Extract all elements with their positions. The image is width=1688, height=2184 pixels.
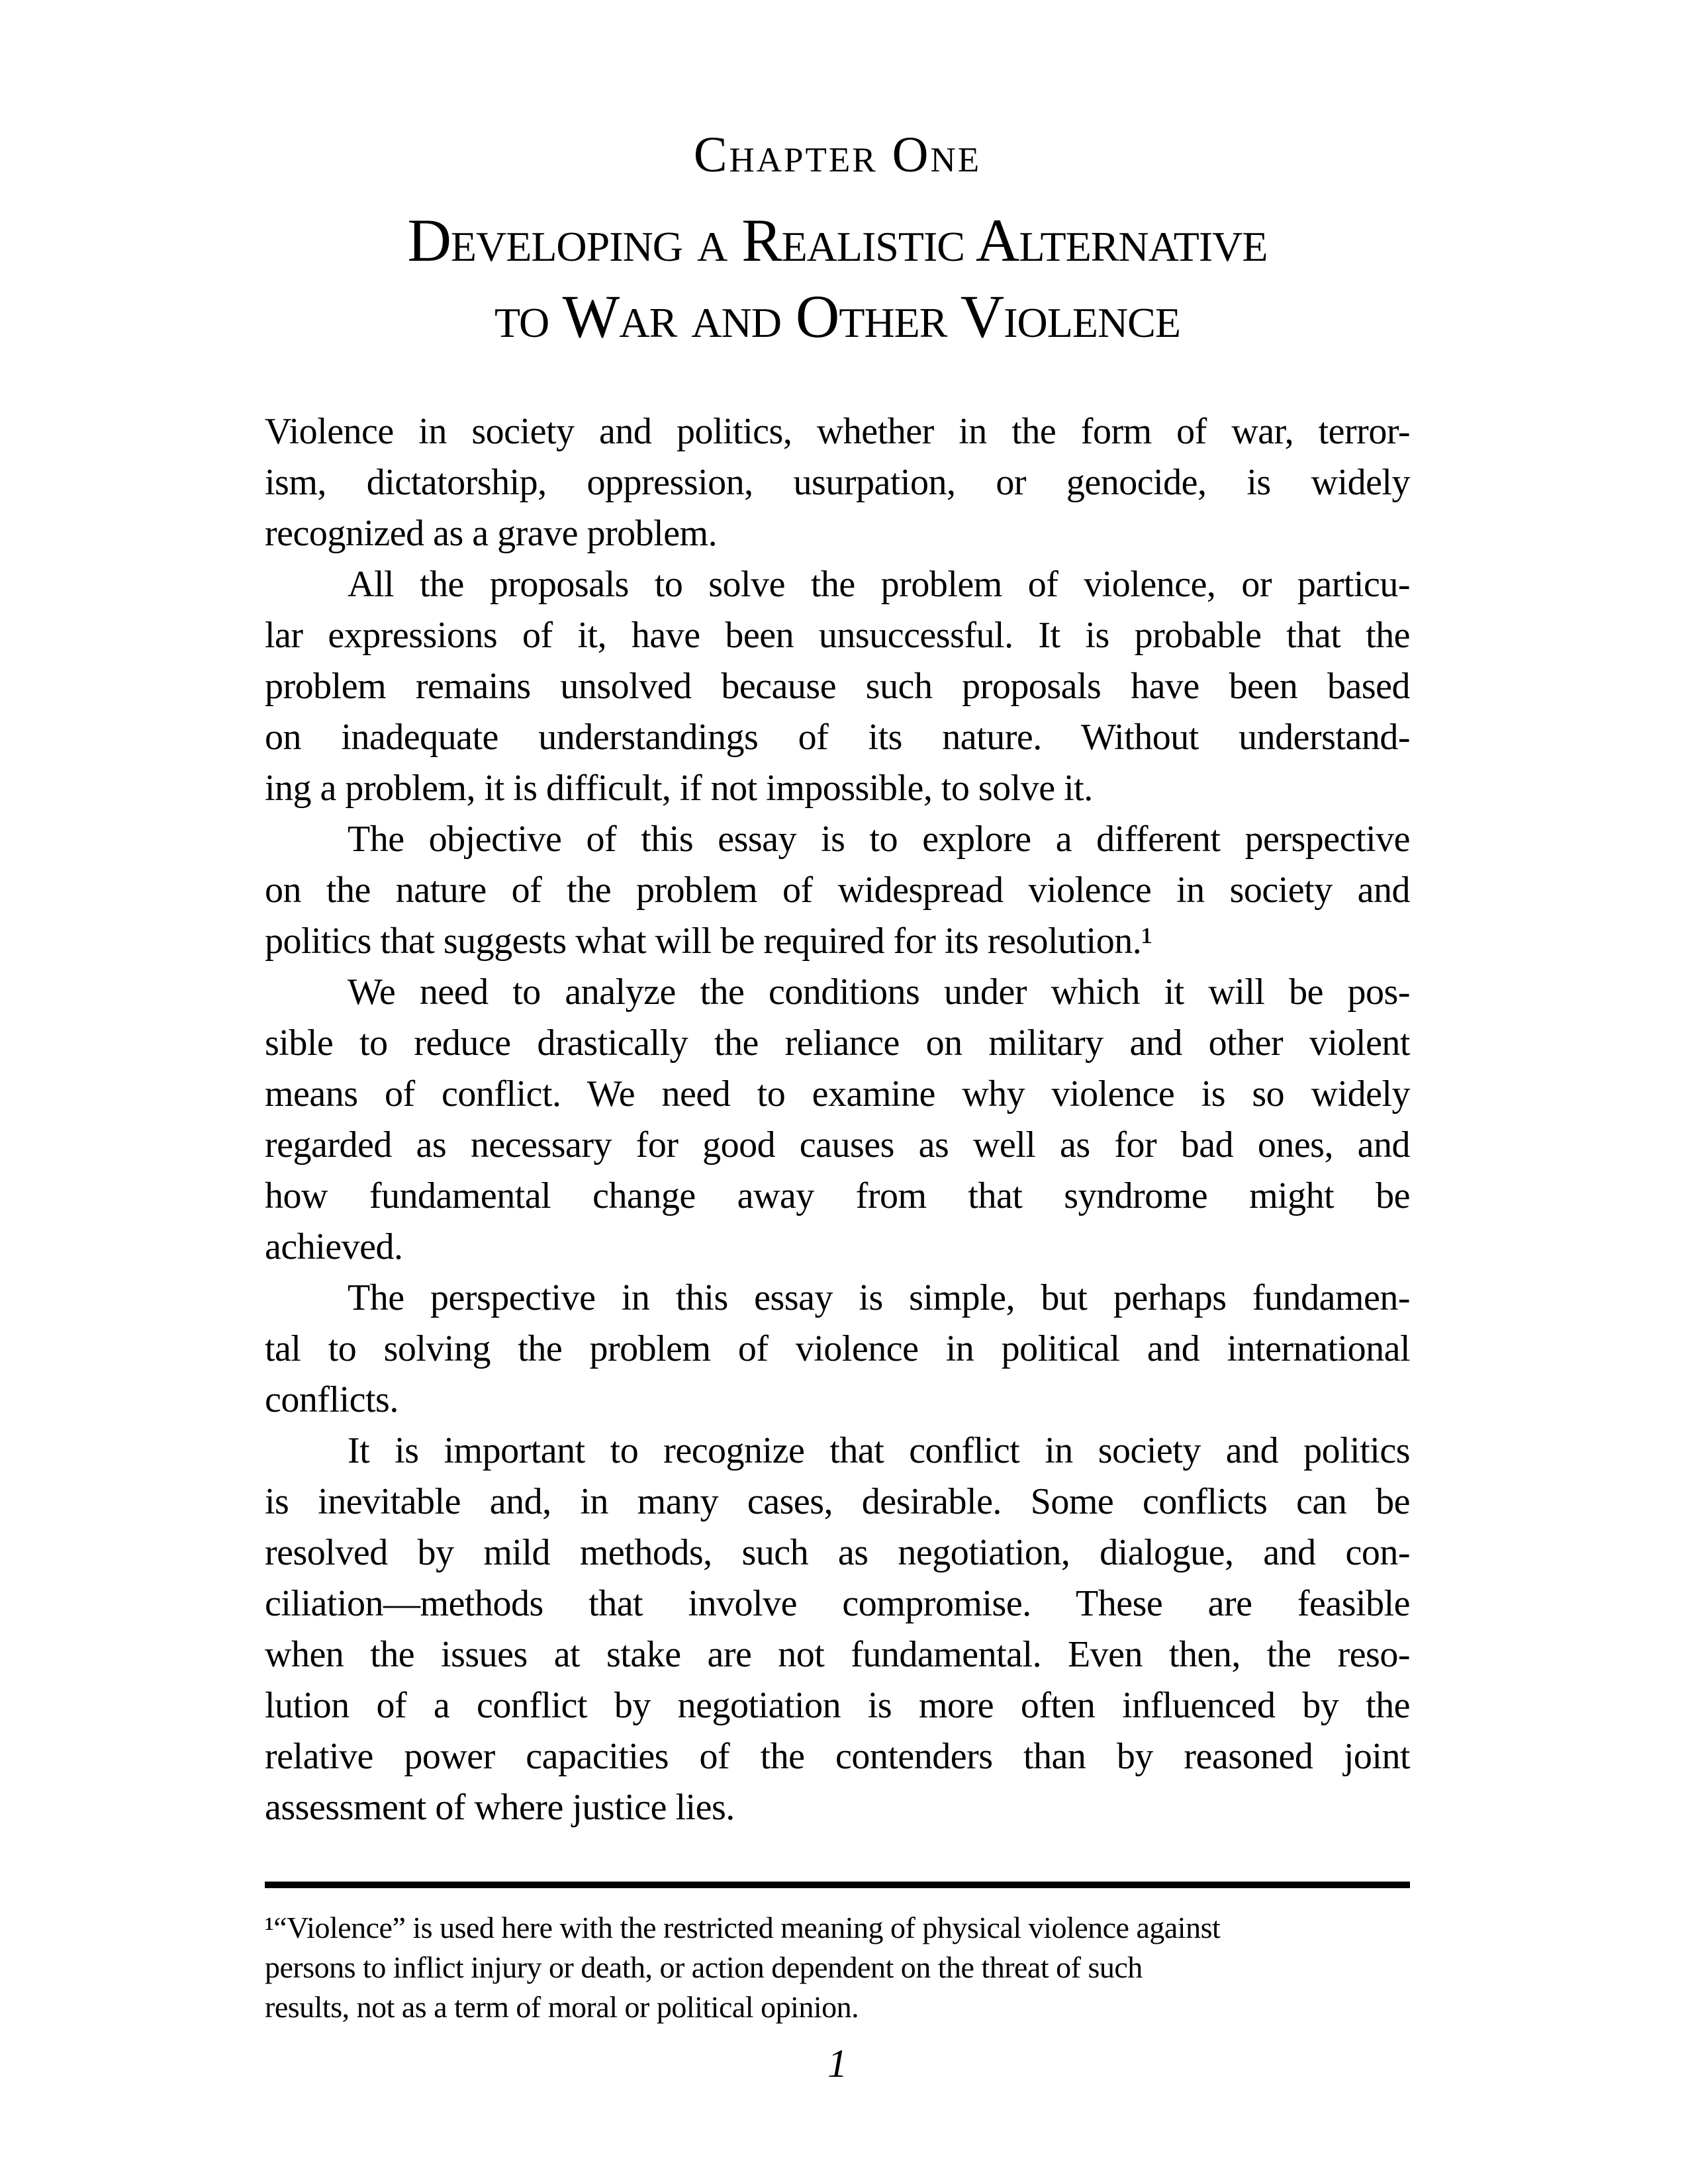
- body-line: It is important to recognize that conflict in society and politics: [348, 1430, 1410, 1471]
- footnote: [265, 1908, 1410, 2027]
- chapter-label: Chapter One: [693, 127, 982, 183]
- body-line: All the proposals to solve the problem of violence, or particu-: [348, 564, 1410, 605]
- body-line: tal to solving the problem of violence in political and international: [265, 1328, 1410, 1369]
- body-text: [265, 406, 1410, 1833]
- chapter-title-line-1: Developing a Realistic Alternative: [407, 206, 1268, 274]
- footnote-rule: [265, 1882, 1410, 1888]
- chapter-title-line-2: to War and Other Violence: [494, 283, 1180, 350]
- footnote-line: ¹“Violence” is used here with the restricted meaning of physical violence against: [265, 1911, 1221, 1944]
- body-line: lution of a conflict by negotiation is more often influenced by the: [265, 1685, 1410, 1726]
- body-line: on the nature of the problem of widespread violence in society and: [265, 870, 1410, 911]
- body-line: politics that suggests what will be required for its resolution.¹: [265, 921, 1152, 962]
- body-line: when the issues at stake are not fundamental. Even then, the reso-: [265, 1634, 1410, 1675]
- body-line: The objective of this essay is to explore a different perspective: [348, 819, 1410, 860]
- body-line: recognized as a grave problem.: [265, 513, 718, 554]
- body-line: We need to analyze the conditions under which it will be pos-: [348, 972, 1410, 1013]
- body-line: Violence in society and politics, whether in the form of war, terror-: [265, 411, 1410, 452]
- body-line: on inadequate understandings of its nature. Without understand-: [265, 717, 1410, 758]
- footnote-line: results, not as a term of moral or political opinion.: [265, 1990, 859, 2024]
- footnote-line: persons to inflict injury or death, or action dependent on the threat of such: [265, 1950, 1143, 1984]
- body-line: assessment of where justice lies.: [265, 1787, 735, 1828]
- body-line: relative power capacities of the contenders than by reasoned joint: [265, 1736, 1410, 1777]
- body-line: conflicts.: [265, 1379, 399, 1420]
- page-content: [265, 0, 1410, 2083]
- body-line: regarded as necessary for good causes as well as for bad ones, and: [265, 1124, 1410, 1165]
- body-line: ing a problem, it is difficult, if not impossible, to solve it.: [265, 768, 1093, 809]
- body-line: is inevitable and, in many cases, desirable. Some conflicts can be: [265, 1481, 1410, 1522]
- body-line: lar expressions of it, have been unsuccessful. It is probable that the: [265, 615, 1410, 656]
- page-number: 1: [827, 2042, 847, 2085]
- body-line: achieved.: [265, 1226, 403, 1267]
- body-line: ism, dictatorship, oppression, usurpation, or genocide, is widely: [265, 462, 1410, 503]
- chapter-title: [265, 203, 1410, 355]
- body-line: problem remains unsolved because such proposals have been based: [265, 666, 1410, 707]
- body-line: sible to reduce drastically the reliance on military and other violent: [265, 1023, 1410, 1064]
- body-line: resolved by mild methods, such as negotiation, dialogue, and con-: [265, 1532, 1410, 1573]
- body-line: ciliation—methods that involve compromise. These are feasible: [265, 1583, 1410, 1624]
- body-line: means of conflict. We need to examine why violence is so widely: [265, 1073, 1410, 1115]
- body-line: The perspective in this essay is simple, but perhaps fundamen-: [348, 1277, 1410, 1318]
- body-line: how fundamental change away from that syndrome might be: [265, 1175, 1410, 1216]
